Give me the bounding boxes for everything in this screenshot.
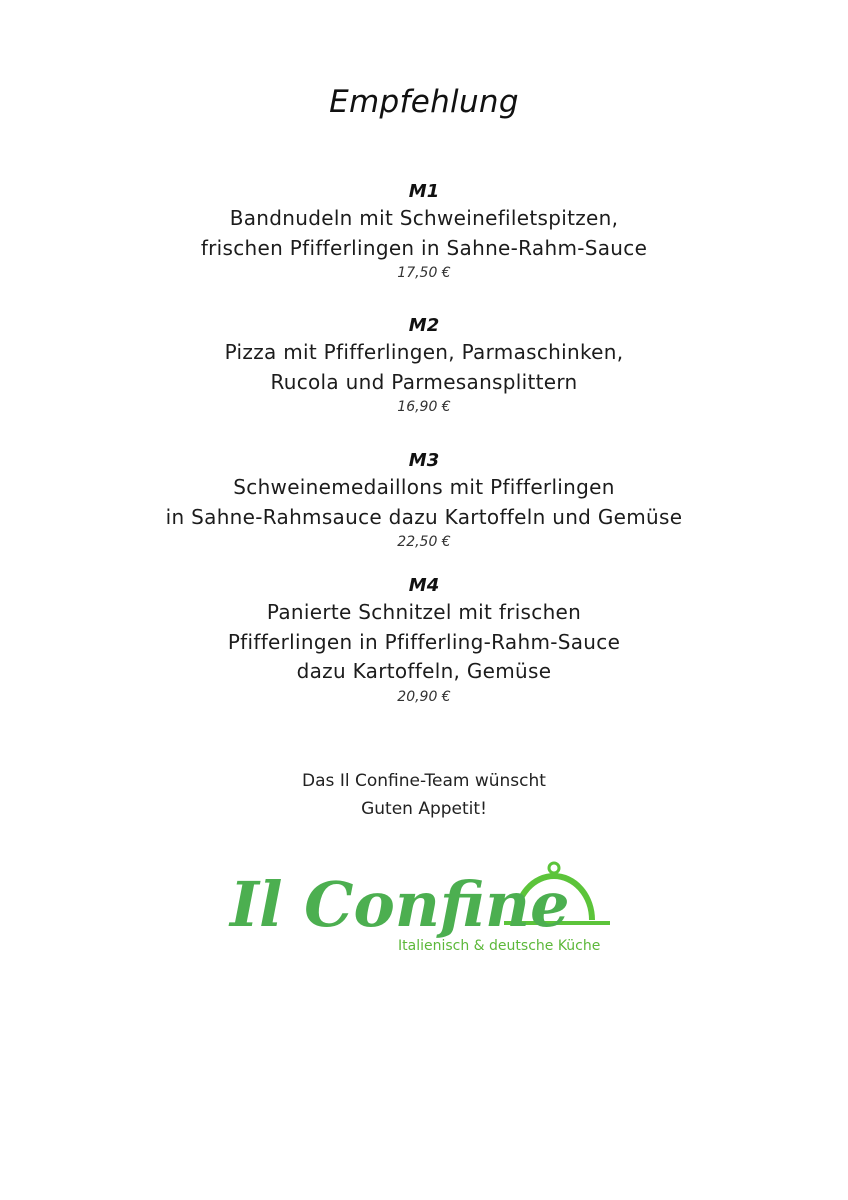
logo-graphic [228, 856, 628, 971]
item-code: M4 [408, 575, 440, 596]
closing-line: Das Il Confine-Team wünscht [302, 771, 546, 791]
menu-item [0, 574, 848, 707]
closing-message [0, 767, 848, 823]
item-price: 16,90 € [397, 399, 451, 415]
menu-item [0, 314, 848, 417]
item-description-line: in Sahne-Rahmsauce dazu Kartoffeln und Gemüse [165, 504, 683, 529]
menu-item [0, 449, 848, 552]
item-price: 22,50 € [397, 534, 451, 550]
item-price: 17,50 € [397, 265, 451, 281]
item-code: M1 [408, 181, 440, 202]
item-description-line: Schweinemedaillons mit Pfifferlingen [233, 475, 615, 499]
item-code: M2 [408, 315, 440, 336]
item-description-line: Pizza mit Pfifferlingen, Parmaschinken, [224, 340, 624, 364]
item-description-line: Rucola und Parmesansplittern [270, 369, 578, 394]
item-description-line: dazu Kartoffeln, Gemüse [296, 659, 552, 683]
menu-item [0, 180, 848, 283]
item-description-line: Pfifferlingen in Pfifferling-Rahm-Sauce [227, 629, 621, 654]
item-description-line: Bandnudeln mit Schweinefiletspitzen, [229, 206, 619, 230]
closing-line: Guten Appetit! [361, 799, 487, 819]
logo-name: Il Confine [230, 868, 570, 941]
page-title: Empfehlung [329, 84, 519, 120]
item-price: 20,90 € [397, 688, 451, 705]
logo-tagline: Italienisch & deutsche Küche [398, 938, 601, 954]
item-description-line: Panierte Schnitzel mit frischen [266, 600, 582, 624]
item-code: M3 [408, 450, 440, 471]
item-description-line: frischen Pfifferlingen in Sahne-Rahm-Sauce [200, 235, 648, 260]
restaurant-logo [228, 856, 628, 971]
